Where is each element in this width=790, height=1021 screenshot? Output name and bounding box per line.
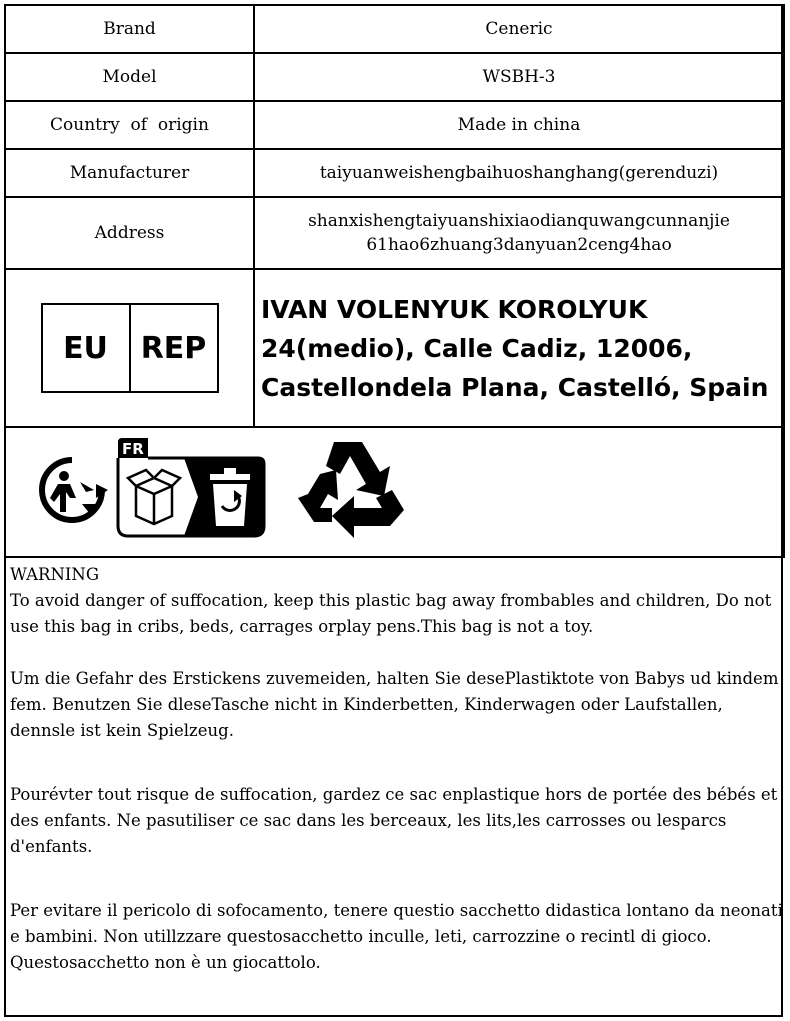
origin-value: Made in china xyxy=(254,101,784,149)
warning-text-it: Per evitare il pericolo di sofocamento, tenere questio sacchetto didastica lontano da neonati e bambini. Non utillzzare questosacchetto inculle, leti, carrozzine o recintl di gioco. Questosacchetto non è un giocattolo. xyxy=(10,901,783,972)
origin-label: Country of origin xyxy=(5,101,254,149)
address-row xyxy=(5,197,784,269)
eu-rep-symbol-eu: EU xyxy=(43,305,131,391)
warning-text-en: To avoid danger of suffocation, keep this plastic bag away frombables and children, Do not use this bag in cribs, beds, carrages orplay pens.This bag is not a toy. xyxy=(10,591,772,636)
model-row xyxy=(5,53,784,101)
fr-label: FR xyxy=(122,440,144,458)
warning-text-de: Um die Gefahr des Erstickens zuvemeiden, halten Sie desePlastiktote von Babys ud kindem fem. Benutzen Sie dleseTasche nicht in Kinderbetten, Kinderwagen oder Laufstallen, dennsle ist kein Spielzeug. xyxy=(10,669,779,740)
recycle-arrows-icon xyxy=(292,438,404,542)
brand-row xyxy=(5,5,784,53)
address-line-2: 61hao6zhuang3danyuan2ceng4hao xyxy=(366,235,672,255)
manufacturer-label: Manufacturer xyxy=(5,149,254,197)
eu-rep-address xyxy=(254,269,784,427)
eu-rep-symbol-rep: REP xyxy=(140,330,207,366)
warning-text-fr: Pourévter tout risque de suffocation, gardez ce sac enplastique hors de portée des bébés et des enfants. Ne pasutiliser ce sac dans les berceaux, les lits,les carrosses ou lesparcs d'enfants. xyxy=(10,785,778,856)
fr-sorting-info-panel xyxy=(114,434,268,540)
manufacturer-value: taiyuanweishengbaihuoshanghang(gerenduzi) xyxy=(254,149,784,197)
brand-value: Ceneric xyxy=(254,5,784,53)
eu-rep-name: IVAN VOLENYUK KOROLYUK xyxy=(261,294,648,324)
address-value xyxy=(254,197,784,269)
recycling-symbols-row xyxy=(4,424,785,558)
brand-label: Brand xyxy=(5,5,254,53)
warning-section xyxy=(10,562,784,1002)
cardboard-box-icon xyxy=(128,470,180,524)
eu-rep-row xyxy=(5,269,784,427)
eu-rep-symbol xyxy=(41,303,219,393)
eu-rep-symbol-cell xyxy=(5,269,254,427)
recycling-bin-icon xyxy=(210,468,250,526)
warning-heading: WARNING xyxy=(10,565,100,584)
model-value: WSBH-3 xyxy=(254,53,784,101)
address-label: Address xyxy=(5,197,254,269)
origin-row xyxy=(5,101,784,149)
eu-rep-city: Castellondela Plana, Castelló, Spain xyxy=(261,372,769,402)
eu-rep-street: 24(medio), Calle Cadiz, 12006, xyxy=(261,333,693,363)
product-info-table xyxy=(4,4,785,428)
triman-person-recycling-icon xyxy=(36,454,108,526)
model-label: Model xyxy=(5,53,254,101)
manufacturer-row xyxy=(5,149,784,197)
address-line-1: shanxishengtaiyuanshixiaodianquwangcunnanjie xyxy=(308,211,730,231)
